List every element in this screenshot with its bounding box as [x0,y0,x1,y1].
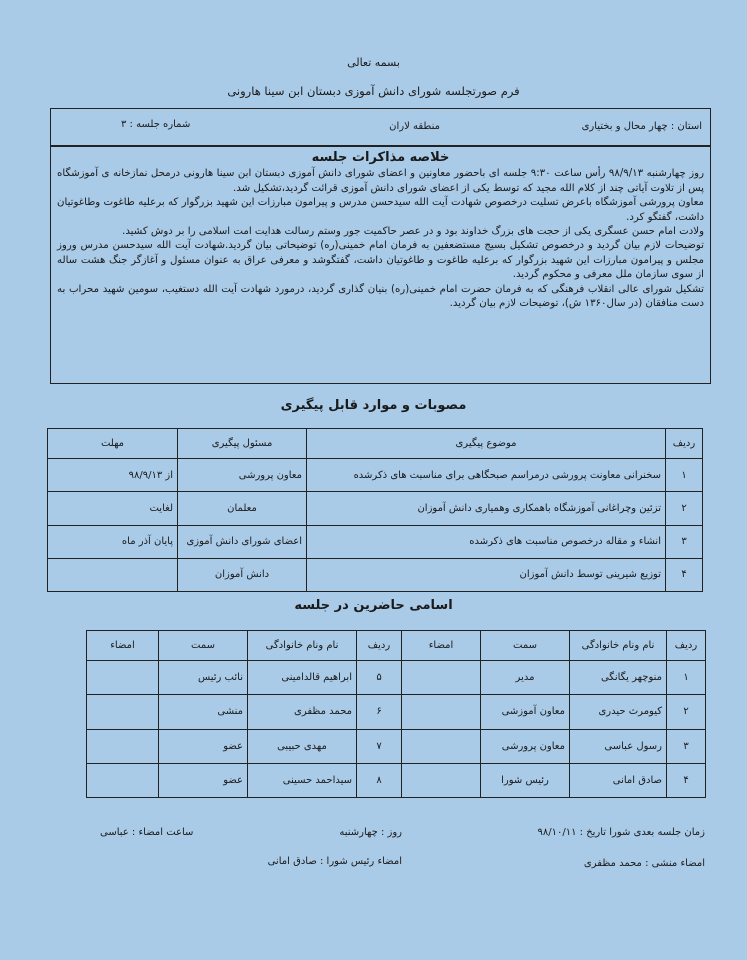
table-row: ۱ سخنرانی معاونت پرورشی درمراسم صبحگاهی برای مناسبت های ذکرشده معاون پرورشی از ۹۸/۹/۱۳ [48,459,703,492]
form-title: فرم صورتجلسه شورای دانش آموزی دبستان ابن سینا هارونی [227,84,520,98]
basmala: بسمه تعالی [347,56,400,69]
province: استان : چهار محال و بختیاری [581,121,702,132]
signing-time: ساعت امضاء : عباسی [100,827,194,838]
summary-paragraph: توضیحات لازم بیان گردید و درخصوص تشکیل بسیج مستضعفین به فرمان امام خمینی(ره) توضیحاتی بیان گردید.شهادت آیت الله سیدحسن مدرس وروز مجلس و پیرامون مبارزات این شهید بزرگوار که برعلیه طاغوت و طاغوتیان داشت، گفتگوشد و معرفی عراق به عنوان مسئول و آغازگر جنگ هشت ساله از سوی سازمان ملل معرفی و محکوم گردید. [57,240,704,281]
resolutions-table [47,428,703,592]
signature-cell [402,763,481,797]
col-responsible: مسئول پیگیری [178,429,307,459]
table-row: ۴ صادق امانی رئیس شورا ۸ سیداحمد حسینی عضو [87,763,706,797]
summary-paragraph: ولادت امام حسن عسگری یکی از حجت های بزرگ خداوند بود و در عصر حاکمیت جور وستم رسالت هدایت امت اسلامی را بر دوش کشید. [122,226,704,238]
next-session-day: روز : چهارشنبه [339,827,402,838]
table-row: ۲ تزئین وچراغانی آموزشگاه باهمکاری وهمیاری دانش آموزان معلمان لغایت [48,492,703,525]
col-deadline: مهلت [48,429,178,459]
signature-cell [402,695,481,729]
col-subject: موضوع پیگیری [307,429,666,459]
region: منطقه لاران [389,121,440,132]
signature-cell [87,695,159,729]
signature-cell [87,661,159,695]
table-row: ۳ انشاء و مقاله درخصوص مناسبت های ذکرشده اعضای شورای دانش آموزی پایان آذر ماه [48,525,703,558]
info-row [50,108,711,146]
next-session: زمان جلسه بعدی شورا تاریخ : ۹۸/۱۰/۱۱ [537,827,705,838]
table-row: ۳ رسول عباسی معاون پرورشی ۷ مهدی حبیبی عضو [87,729,706,763]
signature-cell [402,729,481,763]
table-header-row: ردیف نام ونام خانوادگی سمت امضاء ردیف نام ونام خانوادگی سمت امضاء [87,631,706,661]
col-row: ردیف [666,429,703,459]
summary-title: خلاصه مذاکرات جلسه [311,150,450,165]
summary-paragraph: معاون پرورشی آموزشگاه باعرض تسلیت درخصوص شهادت آیت الله سیدحسن مدرس و پیرامون مبارزات این شهید بزرگوار که برعلیه طاغوت وطاغوتیان داشت، گفتگو کرد. [57,197,704,223]
attendees-title: اسامی حاضرین در جلسه [294,598,453,613]
signature-cell [402,661,481,695]
signature-cell [87,729,159,763]
meeting-summary [50,146,711,384]
table-row: ۴ توزیع شیرینی توسط دانش آموزان دانش آموزان [48,558,703,591]
chair-signature: امضاء رئیس شورا : صادق امانی [267,856,402,867]
session-number: شماره جلسه : ۳ [121,119,191,130]
summary-paragraph: روز چهارشنبه ۹۸/۹/۱۳ رأس ساعت ۹:۳۰ جلسه ای باحضور معاونین و اعضای شورای دانش آموزی دبستان ابن سینا هارونی درمحل نمازخانه ی آموزشگاه پس از تلاوت آیاتی چند از کلام الله مجید که توسط یکی از اعضای شورای دانش آموزی قرائت گردید،تشکیل شد. [57,168,704,194]
table-row: ۱ منوچهر یگانگی مدیر ۵ ابراهیم قالدامینی نائب رئیس [87,661,706,695]
attendees-table [86,630,706,798]
summary-paragraph: تشکیل شورای عالی انقلاب فرهنگی که به فرمان حضرت امام خمینی(ره) بنیان گذاری گردید، درمورد شهادت آیت الله دستغیب، سومین شهید محراب به دست منافقان (در سال۱۳۶۰ ش)، توضیحات لازم بیان گردید. [57,283,704,310]
table-row: ۲ کیومرث حیدری معاون آموزشی ۶ محمد مظفری منشی [87,695,706,729]
secretary-signature: امضاء منشی : محمد مظفری [583,858,705,869]
table-header-row [48,429,703,459]
signature-cell [87,763,159,797]
resolutions-title: مصوبات و موارد قابل پیگیری [280,398,467,413]
